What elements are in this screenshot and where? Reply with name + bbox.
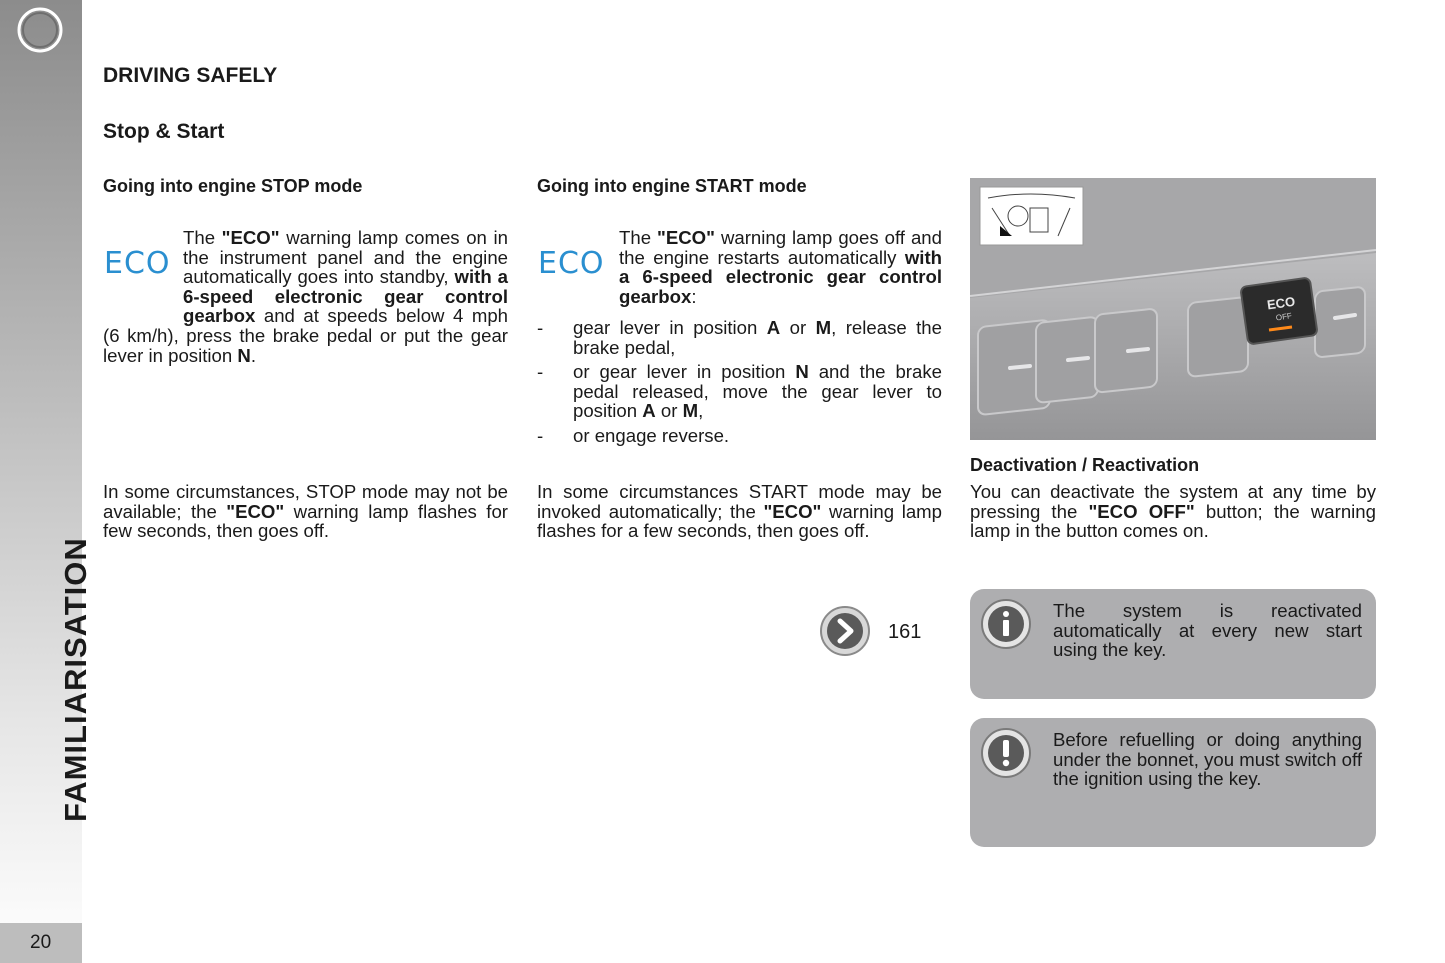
start-mode-paragraph: The "ECO" warning lamp goes off and the engine restarts automatically with a 6-speed electronic gear control gearbox: (619, 227, 942, 307)
warning-note-box (970, 718, 1376, 847)
section-subtitle: Stop & Start (103, 120, 225, 143)
deactivation-heading: Deactivation / Reactivation (970, 455, 1200, 475)
start-mode-note: In some circumstances START mode may be invoked automatically; the "ECO" warning lamp flashes for a few seconds, then goes off. (537, 481, 942, 542)
stop-mode-heading: Going into engine STOP mode (103, 176, 363, 196)
eco-off-button-label: ECO (1266, 293, 1297, 313)
stop-mode-note: In some circumstances, STOP mode may not be available; the "ECO" warning lamp flashes for few seconds, then goes off. (103, 481, 508, 542)
info-note-text: The system is reactivated automatically at every new start using the key. (1053, 600, 1362, 661)
list-item: - or engage reverse. (537, 424, 730, 446)
start-mode-heading: Going into engine START mode (537, 176, 807, 196)
info-icon (980, 598, 1032, 650)
list-item: - or gear lever in position N and the brake pedal released, move the gear lever to position A or M, (537, 361, 942, 422)
warning-icon (980, 727, 1032, 779)
start-mode-conditions (537, 318, 942, 451)
dashboard-illustration (970, 178, 1376, 440)
conditions-list (537, 318, 942, 446)
list-item: - gear lever in position A or M, release the brake pedal, (537, 317, 942, 358)
eco-icon: ECO (104, 246, 171, 281)
deactivation-paragraph: You can deactivate the system at any time by pressing the "ECO OFF" button; the warning lamp in the button comes on. (970, 481, 1376, 542)
eco-off-button-sublabel: OFF (1275, 311, 1293, 323)
warning-note-text: Before refuelling or doing anything under the bonnet, you must switch off the ignition using the key. (1053, 729, 1362, 790)
eco-icon: ECO (538, 246, 605, 281)
section-label: FAMILIARISATION (58, 537, 93, 822)
eco-off-button-photo (970, 178, 1376, 440)
info-note-box (970, 589, 1376, 699)
page-reference-number[interactable]: 161 (888, 621, 922, 643)
page-number: 20 (30, 932, 52, 953)
page-title: DRIVING SAFELY (103, 64, 278, 87)
logo-ring-icon (16, 6, 64, 54)
page-reference-arrow-icon[interactable] (819, 605, 871, 657)
stop-mode-paragraph: The "ECO" warning lamp comes on in the instrument panel and the engine automatically goes into standby, with a 6-speed electronic gear control gearbox and at speeds below 4 mph (6 km/h), press the brake pedal or put the gear lever in position N. (103, 227, 509, 366)
